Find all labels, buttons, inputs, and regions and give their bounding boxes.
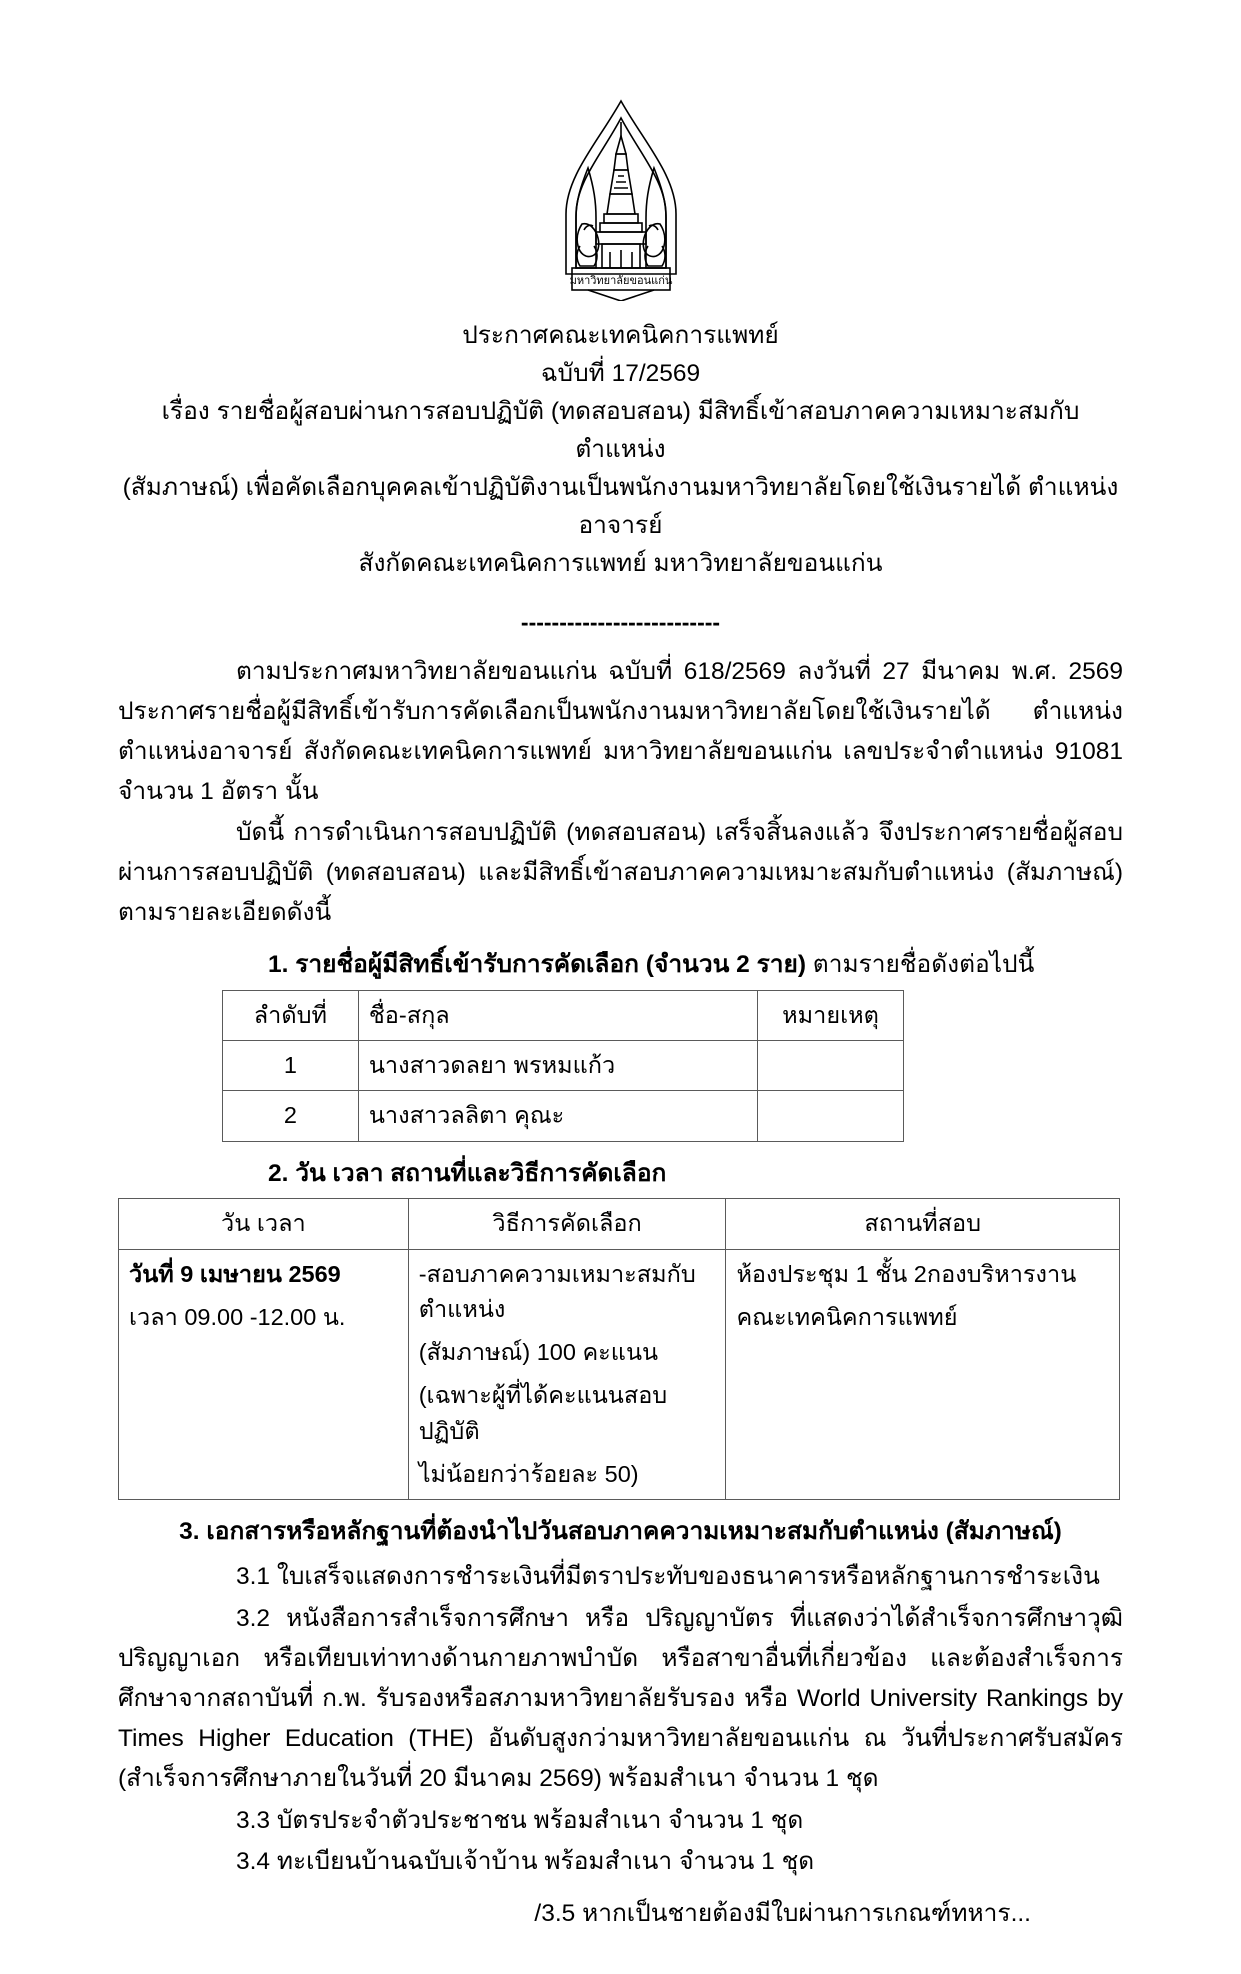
method-line-4: ไม่น้อยกว่าร้อยละ 50) <box>418 1460 639 1487</box>
university-emblem <box>118 96 1123 301</box>
document-header <box>118 317 1123 583</box>
cell-order: 1 <box>223 1041 359 1091</box>
table-header-row <box>119 1199 1120 1249</box>
cell-name: นางสาวดลยา พรหมแก้ว <box>358 1041 757 1091</box>
table-row <box>119 1249 1120 1500</box>
announcement-title: ประกาศคณะเทคนิคการแพทย์ <box>462 322 779 349</box>
issue-number: ฉบับที่ 17/2569 <box>540 359 701 387</box>
document-item-3-3: 3.3 บัตรประจำตัวประชาชน พร้อมสำเนา จำนวน 1 ชุด <box>236 1806 804 1834</box>
table-header-row <box>223 990 904 1040</box>
column-header-venue: สถานที่สอบ <box>726 1199 1120 1249</box>
section-divider: -------------------------- <box>520 608 721 635</box>
method-line-2: (สัมภาษณ์) 100 คะแนน <box>418 1339 659 1366</box>
section-3-heading: 3. เอกสารหรือหลักฐานที่ต้องนำไปวันสอบภาคความเหมาะสมกับตำแหน่ง (สัมภาษณ์) <box>179 1518 1062 1546</box>
cell-order: 2 <box>223 1091 359 1141</box>
method-line-1: -สอบภาคความเหมาะสมกับตำแหน่ง <box>418 1260 696 1322</box>
table-row <box>223 1091 904 1141</box>
venue-line-2: คณะเทคนิคการแพทย์ <box>736 1303 958 1330</box>
body-paragraph-2: บัดนี้ การดำเนินการสอบปฏิบัติ (ทดสอบสอน) เสร็จสิ้นลงแล้ว จึงประกาศรายชื่อผู้สอบผ่านการสอบปฏิบัติ (ทดสอบสอน) และมีสิทธิ์เข้าสอบภาคความเหมาะสมกับตำแหน่ง (สัมภาษณ์) ตามรายละเอียดดังนี้ <box>118 819 1123 927</box>
cell-method <box>408 1249 726 1500</box>
document-body <box>118 652 1123 933</box>
exam-date: วันที่ 9 เมษายน 2569 <box>129 1260 341 1287</box>
page-continuation-note: /3.5 หากเป็นชายต้องมีใบผ่านการเกณฑ์ทหาร... <box>534 1900 1031 1928</box>
document-item-3-4: 3.4 ทะเบียนบ้านฉบับเจ้าบ้าน พร้อมสำเนา จำนวน 1 ชุด <box>236 1848 815 1876</box>
cell-datetime <box>119 1249 409 1500</box>
column-header-order: ลำดับที่ <box>223 990 359 1040</box>
column-header-name: ชื่อ-สกุล <box>358 990 757 1040</box>
emblem-caption: มหาวิทยาลัยขอนแก่น <box>569 275 672 287</box>
eligible-candidates-table <box>222 990 904 1142</box>
cell-remark <box>758 1041 904 1091</box>
cell-remark <box>758 1091 904 1141</box>
section-1-heading <box>118 947 1123 984</box>
column-header-datetime: วัน เวลา <box>119 1199 409 1249</box>
cell-venue <box>726 1249 1120 1500</box>
exam-time: เวลา 09.00 -12.00 น. <box>129 1303 346 1330</box>
table-row <box>223 1041 904 1091</box>
body-paragraph-1: ตามประกาศมหาวิทยาลัยขอนแก่น ฉบับที่ 618/2569 ลงวันที่ 27 มีนาคม พ.ศ. 2569 ประกาศรายชื่อผู้มีสิทธิ์เข้ารับการคัดเลือกเป็นพนักงานมหาวิทยาลัยโดยใช้เงินรายได้ ตำแหน่งตำแหน่งอาจารย์ สังกัดคณะเทคนิคการแพทย์ มหาวิทยาลัยขอนแก่น เลขประจำตำแหน่ง 91081 จำนวน 1 อัตรา นั้น <box>118 657 1123 805</box>
section-1-heading-bold: 1. รายชื่อผู้มีสิทธิ์เข้ารับการคัดเลือก (จำนวน 2 ราย) <box>268 951 806 979</box>
section-2-heading: 2. วัน เวลา สถานที่และวิธีการคัดเลือก <box>268 1159 667 1187</box>
document-item-3-1: 3.1 ใบเสร็จแสดงการชำระเงินที่มีตราประทับของธนาคารหรือหลักฐานการชำระเงิน <box>236 1562 1100 1590</box>
subject-line-1: เรื่อง รายชื่อผู้สอบผ่านการสอบปฏิบัติ (ทดสอบสอน) มีสิทธิ์เข้าสอบภาคความเหมาะสมกับตำแหน่ง <box>161 397 1080 463</box>
section-1-heading-normal: ตามรายชื่อดังต่อไปนี้ <box>806 951 1035 979</box>
method-line-3: (เฉพาะผู้ที่ได้คะแนนสอบปฏิบัติ <box>418 1382 668 1444</box>
subject-line-2: (สัมภาษณ์) เพื่อคัดเลือกบุคคลเข้าปฏิบัติงานเป็นพนักงานมหาวิทยาลัยโดยใช้เงินรายได้ ตำแหน่งอาจารย์ <box>122 473 1119 539</box>
cell-name: นางสาวลลิตา คุณะ <box>358 1091 757 1141</box>
subject-line-3: สังกัดคณะเทคนิคการแพทย์ มหาวิทยาลัยขอนแก่น <box>358 549 883 577</box>
column-header-remark: หมายเหตุ <box>758 990 904 1040</box>
exam-schedule-table <box>118 1198 1120 1500</box>
required-documents-list <box>118 1557 1123 1882</box>
document-item-3-2: 3.2 หนังสือการสำเร็จการศึกษา หรือ ปริญญาบัตร ที่แสดงว่าได้สำเร็จการศึกษาวุฒิปริญญาเอก หรือเทียบเท่าทางด้านกายภาพบำบัด หรือสาขาอื่นที่เกี่ยวข้อง และต้องสำเร็จการศึกษาจากสถาบันที่ ก.พ. รับรองหรือสภามหาวิทยาลัยรับรอง หรือ World University Rankings by Times Higher Education (THE) อันดับสูงกว่ามหาวิทยาลัยขอนแก่น ณ วันที่ประกาศรับสมัคร (สำเร็จการศึกษาภายในวันที่ 20 มีนาคม 2569) พร้อมสำเนา จำนวน 1 ชุด <box>118 1604 1123 1792</box>
column-header-method: วิธีการคัดเลือก <box>408 1199 726 1249</box>
venue-line-1: ห้องประชุม 1 ชั้น 2กองบริหารงาน <box>736 1260 1077 1287</box>
